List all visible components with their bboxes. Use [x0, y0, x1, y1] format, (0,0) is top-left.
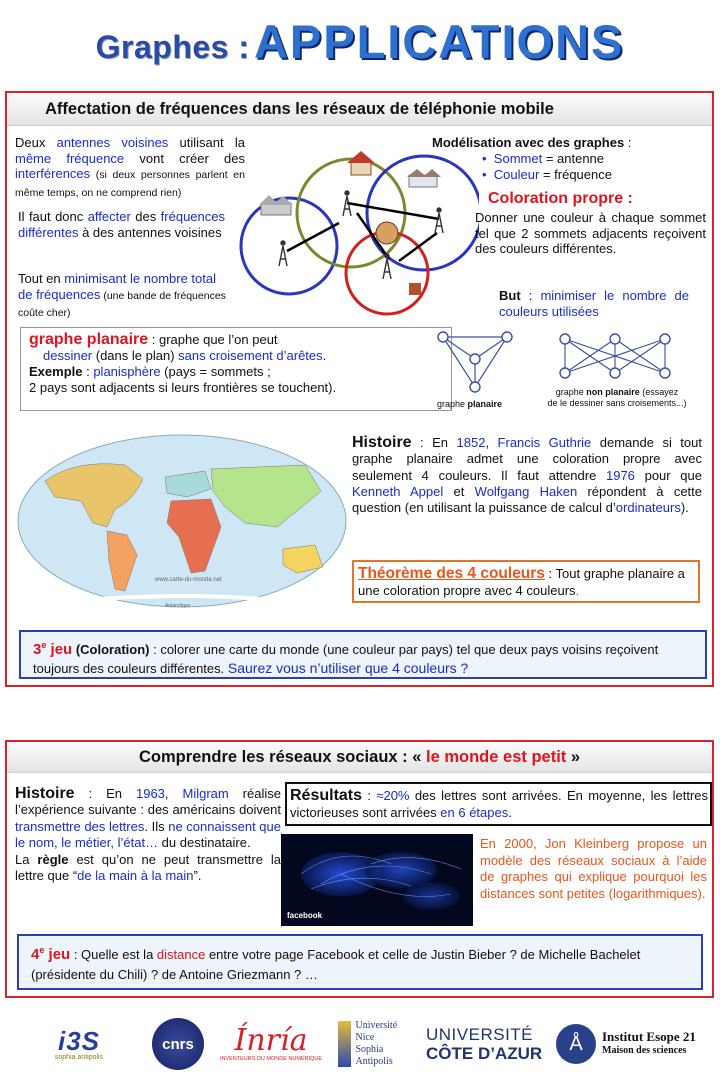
game3-text: 3e jeu (Coloration) : colorer une carte du monde (une couleur par pays) tel que deux pays voisins reçoivent toujours des couleurs différentes. Saurez vous n’utiliser que 4 couleurs ?	[33, 640, 659, 676]
unice-logo: Université Nice Sophia Antipolis	[338, 1018, 420, 1070]
theorem-text: Théorème des 4 couleurs : Tout graphe planaire a une coloration propre avec 4 couleurs.	[358, 565, 685, 598]
title-part1: Graphes :	[95, 29, 250, 65]
esope-emblem-icon: Å	[556, 1024, 596, 1064]
node	[560, 334, 570, 344]
section-social-networks	[5, 740, 714, 998]
section2-header-text: Comprendre les réseaux sociaux : « le monde est petit »	[138, 748, 581, 766]
section2-header	[7, 742, 712, 773]
model-block: Modélisation avec des graphes : • Sommet = antenne • Couleur = fréquence	[432, 135, 632, 182]
game4-text: 4e jeu : Quelle est la distance entre votre page Facebook et celle de Justin Bieber ? de Michelle Bachelet (présidente du Chili) ? de Antoine Griezmann ? …	[31, 945, 641, 982]
facebook-label: facebook	[287, 911, 323, 920]
nonplanar-graph-drawing	[555, 331, 675, 381]
coloration-text: Donner une couleur à chaque sommet tel que 2 sommets adjacents reçoivent des couleurs différentes.	[475, 210, 706, 256]
kleinberg-text: En 2000, Jon Kleinberg propose un modèle des réseaux sociaux à l’aide de graphes qui explique pourquoi les distances sont petites (logarithmiques).	[480, 836, 707, 901]
node	[660, 368, 670, 378]
title-part2: APPLICATIONS	[253, 15, 625, 68]
uca-logo: UNIVERSITÉ CÔTE D’AZUR	[426, 1025, 543, 1063]
intro-text: Deux antennes voisines utilisant la même fréquence vont créer des interférences (si deux personnes parlent en même temps, on ne comprend rien)	[15, 135, 245, 199]
node	[610, 368, 620, 378]
crowd-icon	[376, 222, 398, 244]
world-map	[15, 431, 349, 611]
but-text: But : minimiser le nombre de couleurs utilisées	[499, 288, 689, 319]
node	[470, 382, 480, 392]
facebook-network-image	[281, 834, 473, 926]
cnrs-logo: cnrs	[150, 1018, 206, 1070]
results-box	[285, 782, 712, 826]
section1-header	[7, 93, 712, 126]
node	[610, 334, 620, 344]
minimize-text: Tout en minimisant le nombre total de fréquences (une bande de fréquences coûte cher)	[18, 271, 226, 319]
house-icon	[347, 151, 375, 175]
history-text: Histoire : En 1852, Francis Guthrie demande si tout graphe planaire admet une coloration propre avec seulement 4 couleurs. Il faut attendre 1976 pour que Kenneth Appel et Wolfgang Haken répondent à cette question (en utilisant la puissance de calcul d’ordinateurs).	[352, 434, 702, 516]
game4-box	[17, 934, 703, 990]
results-text: Résultats : ≈20% des lettres sont arrivées. En moyenne, les lettres victorieuses sont arrivées en 6 étapes.	[290, 787, 708, 820]
node	[438, 332, 448, 342]
node	[502, 332, 512, 342]
node	[560, 368, 570, 378]
node	[470, 354, 480, 364]
node	[660, 334, 670, 344]
antenna-icon-1	[279, 241, 287, 266]
svg-text:www.carte-du-monde.net: www.carte-du-monde.net	[155, 577, 222, 583]
section1-header-text: Affectation de fréquences dans les réseaux de téléphonie mobile	[45, 100, 554, 118]
esope-logo: Å Institut Esope 21 Maison des sciences	[556, 1018, 716, 1070]
svg-text:Antarctique: Antarctique	[165, 603, 191, 609]
planar-graph-box	[20, 327, 452, 411]
coloration-title: Coloration propre :	[488, 190, 633, 207]
milgram-text: Histoire : En 1963, Milgram réalise l’expérience suivante : des américains doivent transmettre des lettres. Ils ne connaissent que le nom, le métier, l’état… du destinataire. La règle est qu’on ne peut transmettre la lettre que “de la main à la main”.	[15, 785, 281, 884]
affect-text: Il faut donc affecter des fréquences différentes à des antennes voisines	[18, 209, 225, 240]
building-icon	[409, 283, 421, 295]
planar-text: graphe planaire : graphe que l’on peut dessiner (dans le plan) sans croisement d’arêtes. Exemple : planisphère (pays = sommets ; 2 pays sont adjacents si leurs frontières se touchent).	[29, 331, 337, 395]
planar-caption: graphe planaire	[437, 399, 503, 409]
i3s-logo: i3S sophia antipolis	[54, 1025, 104, 1061]
nonplanar-caption: graphe non planaire (essayez de le dessiner sans croisements...)	[547, 387, 687, 408]
page-title	[0, 14, 720, 69]
antenna-icon-3	[435, 208, 443, 233]
game3-box	[19, 630, 707, 679]
inria-logo: Ínría INVENTEURS DU MONDE NUMÉRIQUE	[219, 1023, 323, 1062]
section-frequencies	[5, 91, 714, 687]
planar-graph-drawing	[435, 329, 515, 394]
theorem-box	[352, 560, 700, 603]
